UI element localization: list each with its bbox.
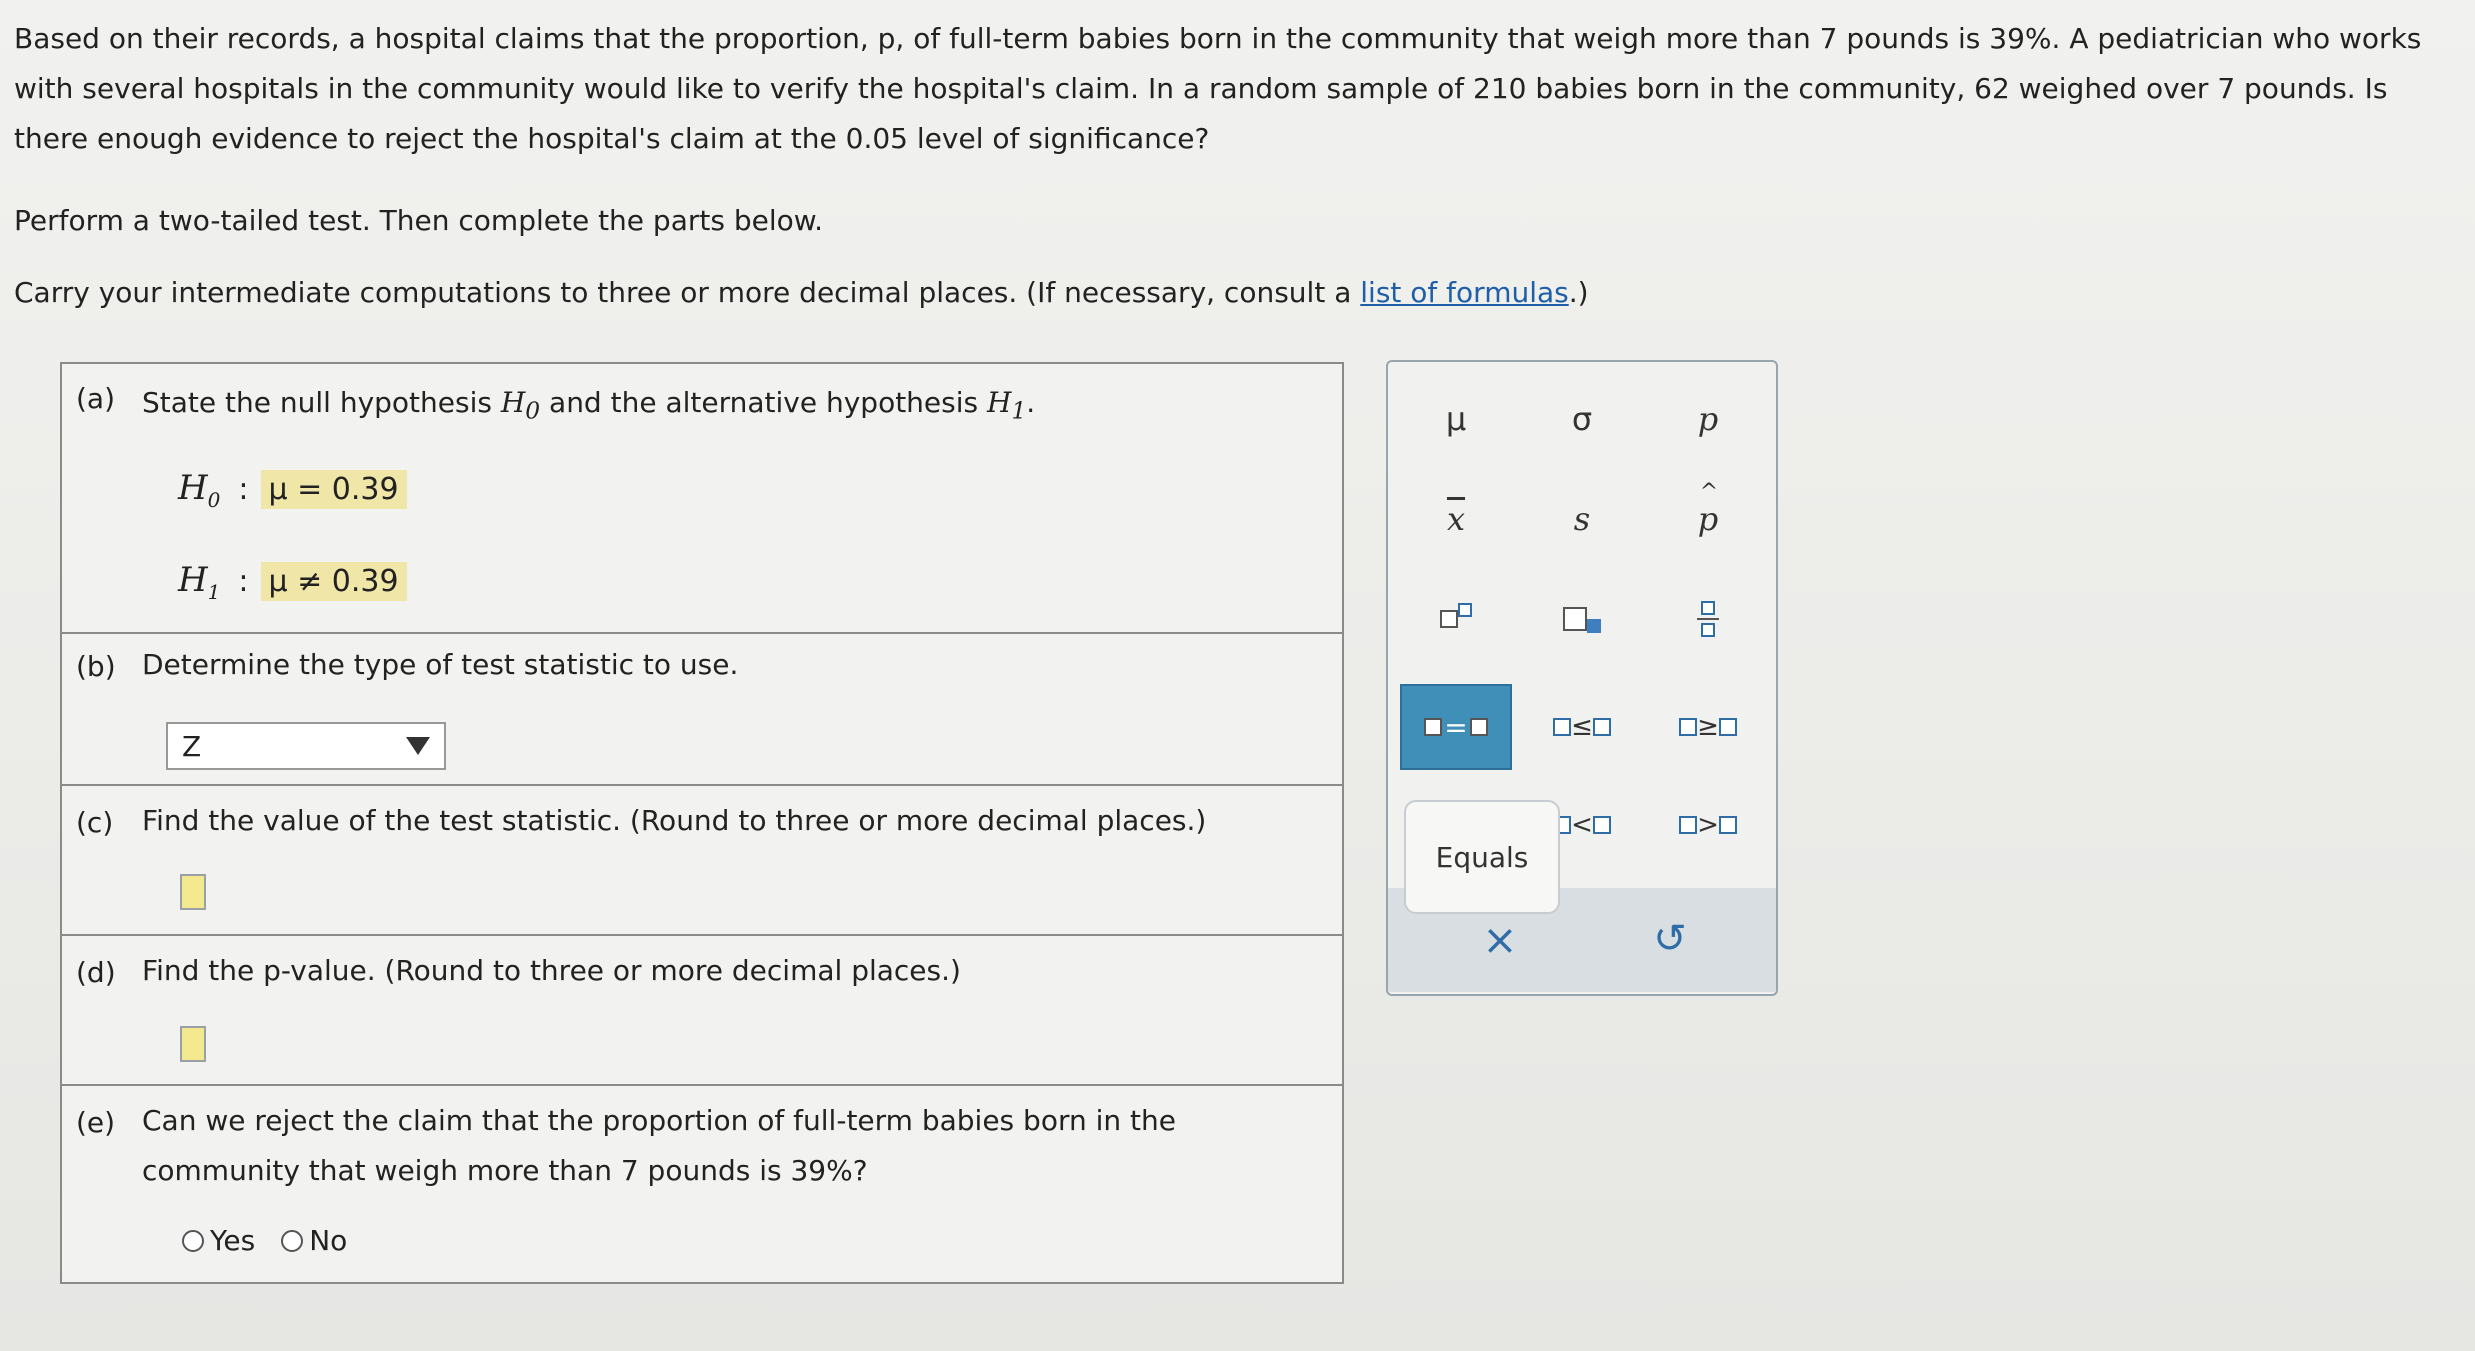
alt-hypothesis-row	[178, 560, 407, 604]
gt-right-box-icon	[1719, 816, 1737, 834]
part-c-prompt: Find the value of the test statistic. (Round to three or more decimal places.)	[142, 804, 1207, 837]
part-d	[62, 936, 1342, 1086]
le-left-box-icon	[1553, 718, 1571, 736]
part-d-label: (d)	[76, 956, 116, 989]
greater-than-button[interactable]	[1652, 782, 1764, 868]
dropdown-caret-icon	[406, 737, 430, 755]
h0-letter: H	[178, 468, 208, 508]
null-hypothesis-input[interactable]: μ = 0.39	[261, 470, 407, 509]
superscript-button[interactable]	[1400, 576, 1512, 662]
mu-symbol: μ	[1445, 400, 1467, 438]
part-a-prompt	[142, 378, 1035, 436]
reject-claim-options	[182, 1224, 347, 1257]
option-no-label: No	[309, 1224, 348, 1257]
ge-left-box-icon	[1679, 718, 1697, 736]
p-button[interactable]	[1652, 376, 1764, 462]
undo-icon: ↺	[1653, 916, 1687, 962]
part-c	[62, 786, 1342, 936]
h1-inline-sub: 1	[1011, 396, 1027, 425]
less-equal-button[interactable]	[1526, 684, 1638, 770]
null-hypothesis-row	[178, 468, 407, 512]
subscript-button[interactable]	[1526, 576, 1638, 662]
fraction-button[interactable]	[1652, 576, 1764, 662]
fraction-icon	[1697, 601, 1719, 637]
option-no[interactable]	[281, 1224, 347, 1257]
part-b-label: (b)	[76, 650, 116, 683]
h0-colon: :	[238, 472, 249, 508]
h0-inline	[500, 386, 541, 425]
equals-button[interactable]: =	[1400, 684, 1512, 770]
problem-paragraph: Based on their records, a hospital claims that the proportion, p, of full-term babies born in the community that weigh more than 7 pounds is 39%. A pediatrician who works with several hospitals in the community would like to verify the hospital's claim. In a random sample of 210 babies born in the community, 62 weighed over 7 pounds. Is there enough evidence to reject the hospital's claim at the 0.05 level of significance?	[14, 22, 2422, 155]
h0-symbol	[178, 468, 220, 512]
x-bar-button[interactable]	[1400, 476, 1512, 562]
part-e-prompt: Can we reject the claim that the proportion of full-term babies born in the community that weigh more than 7 pounds is 39%?	[142, 1104, 1176, 1187]
p-hat-symbol: ^ p	[1698, 500, 1718, 538]
lt-right-box-icon	[1593, 816, 1611, 834]
gt-left-box-icon	[1679, 816, 1697, 834]
equals-tooltip	[1404, 800, 1560, 914]
sigma-symbol: σ	[1571, 400, 1593, 438]
undo-button[interactable]	[1614, 896, 1726, 982]
part-d-prompt: Find the p-value. (Round to three or more decimal places.)	[142, 954, 961, 987]
le-symbol: ≤	[1571, 712, 1593, 742]
option-yes-label: Yes	[210, 1224, 256, 1257]
h1-letter: H	[178, 560, 208, 600]
lt-symbol: <	[1571, 810, 1593, 840]
part-e-label: (e)	[76, 1106, 116, 1139]
superscript-base-box-icon	[1440, 610, 1458, 628]
instruction-decimals	[14, 268, 2454, 318]
le-right-box-icon	[1593, 718, 1611, 736]
radio-yes[interactable]	[182, 1230, 204, 1252]
h1-inline-symbol: H	[987, 386, 1012, 419]
part-a-text: State the null hypothesis	[142, 386, 492, 419]
part-b-prompt: Determine the type of test statistic to use.	[142, 648, 739, 681]
subscript-sub-box-icon	[1587, 619, 1601, 633]
subscript-base-box-icon	[1563, 607, 1587, 631]
option-yes[interactable]	[182, 1224, 255, 1257]
h0-inline-symbol: H	[500, 386, 526, 419]
fraction-den-box-icon	[1701, 623, 1715, 637]
instruction-two-tailed: Perform a two-tailed test. Then complete the parts below.	[14, 204, 823, 237]
h1-symbol	[178, 560, 220, 604]
p-symbol: p	[1697, 400, 1719, 438]
fraction-bar-icon	[1697, 618, 1719, 620]
p-hat-button[interactable]	[1652, 476, 1764, 562]
gt-symbol: >	[1697, 810, 1719, 840]
instruction-decimals-text: Carry your intermediate computations to three or more decimal places. (If necessary, consult a	[14, 276, 1361, 309]
s-symbol: s	[1573, 500, 1591, 538]
part-c-label: (c)	[76, 806, 114, 839]
equals-right-box-icon	[1470, 718, 1488, 736]
clear-icon: ×	[1482, 914, 1518, 964]
radio-no[interactable]	[281, 1230, 303, 1252]
x-bar-symbol: $\overline{x}$	[1446, 500, 1466, 538]
formulas-link[interactable]: list of formulas	[1360, 276, 1569, 309]
equals-left-box-icon	[1424, 718, 1442, 736]
h1-sub: 1	[207, 579, 221, 604]
test-statistic-value: Z	[182, 729, 202, 763]
test-statistic-input[interactable]	[180, 874, 206, 910]
s-button[interactable]	[1526, 476, 1638, 562]
test-statistic-select[interactable]	[166, 722, 446, 770]
problem-statement	[14, 14, 2454, 318]
h1-colon: :	[238, 564, 249, 600]
h0-sub: 0	[207, 487, 221, 512]
fraction-num-box-icon	[1701, 601, 1715, 615]
superscript-exp-box-icon	[1458, 603, 1472, 617]
h0-inline-sub: 0	[525, 396, 541, 425]
part-a	[62, 364, 1342, 634]
sigma-button[interactable]	[1526, 376, 1638, 462]
alt-hypothesis-input[interactable]: μ ≠ 0.39	[261, 562, 407, 601]
instruction-decimals-end: .)	[1568, 276, 1589, 309]
part-e	[62, 1086, 1342, 1282]
ge-symbol: ≥	[1697, 712, 1719, 742]
ge-right-box-icon	[1719, 718, 1737, 736]
mu-button[interactable]	[1400, 376, 1512, 462]
p-value-input[interactable]	[180, 1026, 206, 1062]
greater-equal-button[interactable]	[1652, 684, 1764, 770]
equals-tooltip-text: Equals	[1435, 840, 1529, 874]
question-box	[60, 362, 1344, 1284]
part-a-text-mid: and the alternative hypothesis	[549, 386, 979, 419]
part-a-text-end: .	[1026, 386, 1036, 419]
h1-inline	[987, 386, 1027, 425]
part-b	[62, 634, 1342, 786]
part-a-label: (a)	[76, 382, 116, 415]
